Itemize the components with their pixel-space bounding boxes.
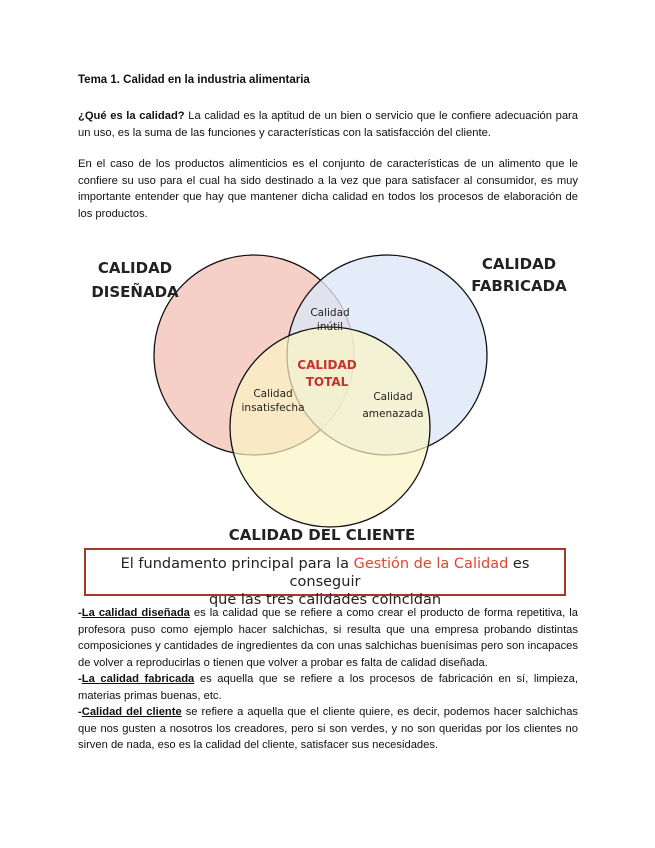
definition-client bbox=[78, 704, 578, 754]
definition-term: La calidad diseñada bbox=[81, 607, 190, 619]
intro-paragraph bbox=[78, 108, 578, 141]
definition-manufactured bbox=[78, 671, 578, 704]
total-quality-label-line2: TOTAL bbox=[305, 375, 349, 389]
designed-label-line1: CALIDAD bbox=[97, 259, 173, 277]
client-label: CALIDAD DEL CLIENTE bbox=[228, 526, 416, 544]
useless-label-line1: Calidad bbox=[310, 307, 350, 319]
useless-label-line2: inútil bbox=[316, 321, 344, 333]
client-quality-circle bbox=[230, 327, 430, 527]
designed-label-line2: DISEÑADA bbox=[91, 283, 179, 301]
unsatisfied-label-line2: insatisfecha bbox=[241, 402, 305, 414]
definitions-list bbox=[78, 605, 578, 754]
food-quality-paragraph: En el caso de los productos alimenticios es el conjunto de características de un alimento que le confiere su uso para el cual ha sido destinado a la vez que para satisfacer al consumidor, es muy importante entender que hay que mantener dicha calidad en todos los procesos de elaboración de los productos. bbox=[78, 158, 578, 220]
definition-term: Calidad del cliente bbox=[81, 706, 182, 718]
callout-before: El fundamento principal para la bbox=[120, 556, 354, 572]
callout-line2: que las tres calidades coincidan bbox=[208, 592, 442, 608]
page-title: Tema 1. Calidad en la industria alimentaria bbox=[78, 74, 310, 86]
manufactured-label-line1: CALIDAD bbox=[481, 255, 557, 273]
venn-diagram bbox=[80, 245, 580, 545]
intro-question: ¿Qué es la calidad? bbox=[78, 110, 185, 122]
intro-answer: La calidad es la aptitud de un bien o servicio que le confiere adecuación para un uso, es la suma de las funciones y características con la satisfacción del cliente. bbox=[78, 110, 579, 139]
total-quality-label-line1: CALIDAD bbox=[297, 358, 357, 372]
callout-highlight: Gestión de la Calidad bbox=[353, 556, 509, 572]
definition-prefix: - bbox=[78, 706, 82, 718]
manufactured-label-line2: FABRICADA bbox=[471, 277, 567, 295]
definition-designed bbox=[78, 605, 578, 671]
threatened-label-line2: amenazada bbox=[362, 408, 424, 420]
callout-line1 bbox=[86, 555, 564, 591]
callout-after: es conseguir bbox=[289, 556, 530, 590]
definition-term: La calidad fabricada bbox=[81, 673, 195, 685]
definition-prefix: - bbox=[78, 673, 82, 685]
definition-text: se refiere a aquella que el cliente quiere, es decir, podemos hacer salchichas que nos gusten a nosotros los creadores, pero si son verdes, y no son queridas por los clientes no sirven de nada, eso es la calidad del cliente, satisfacer sus necesidades. bbox=[78, 706, 579, 751]
definition-prefix: - bbox=[78, 607, 82, 619]
definition-text: es aquella que se refiere a los procesos de fabricación en sí, limpieza, materias primas buenas, etc. bbox=[78, 673, 578, 702]
unsatisfied-label-line1: Calidad bbox=[253, 388, 293, 400]
threatened-label-line1: Calidad bbox=[373, 391, 413, 403]
callout-box bbox=[84, 548, 566, 608]
definition-text: es la calidad que se refiere a como crear el producto de forma repetitiva, la profesora puso como ejemplo hacer salchichas, si resulta que una empresa probando distintas composiciones y cantidades de ingredientes da con unas salchichas buenísimas pero son incapaces de volver a reproducirlas o tienen que volver a probar es falta de calidad diseñada. bbox=[78, 607, 578, 669]
